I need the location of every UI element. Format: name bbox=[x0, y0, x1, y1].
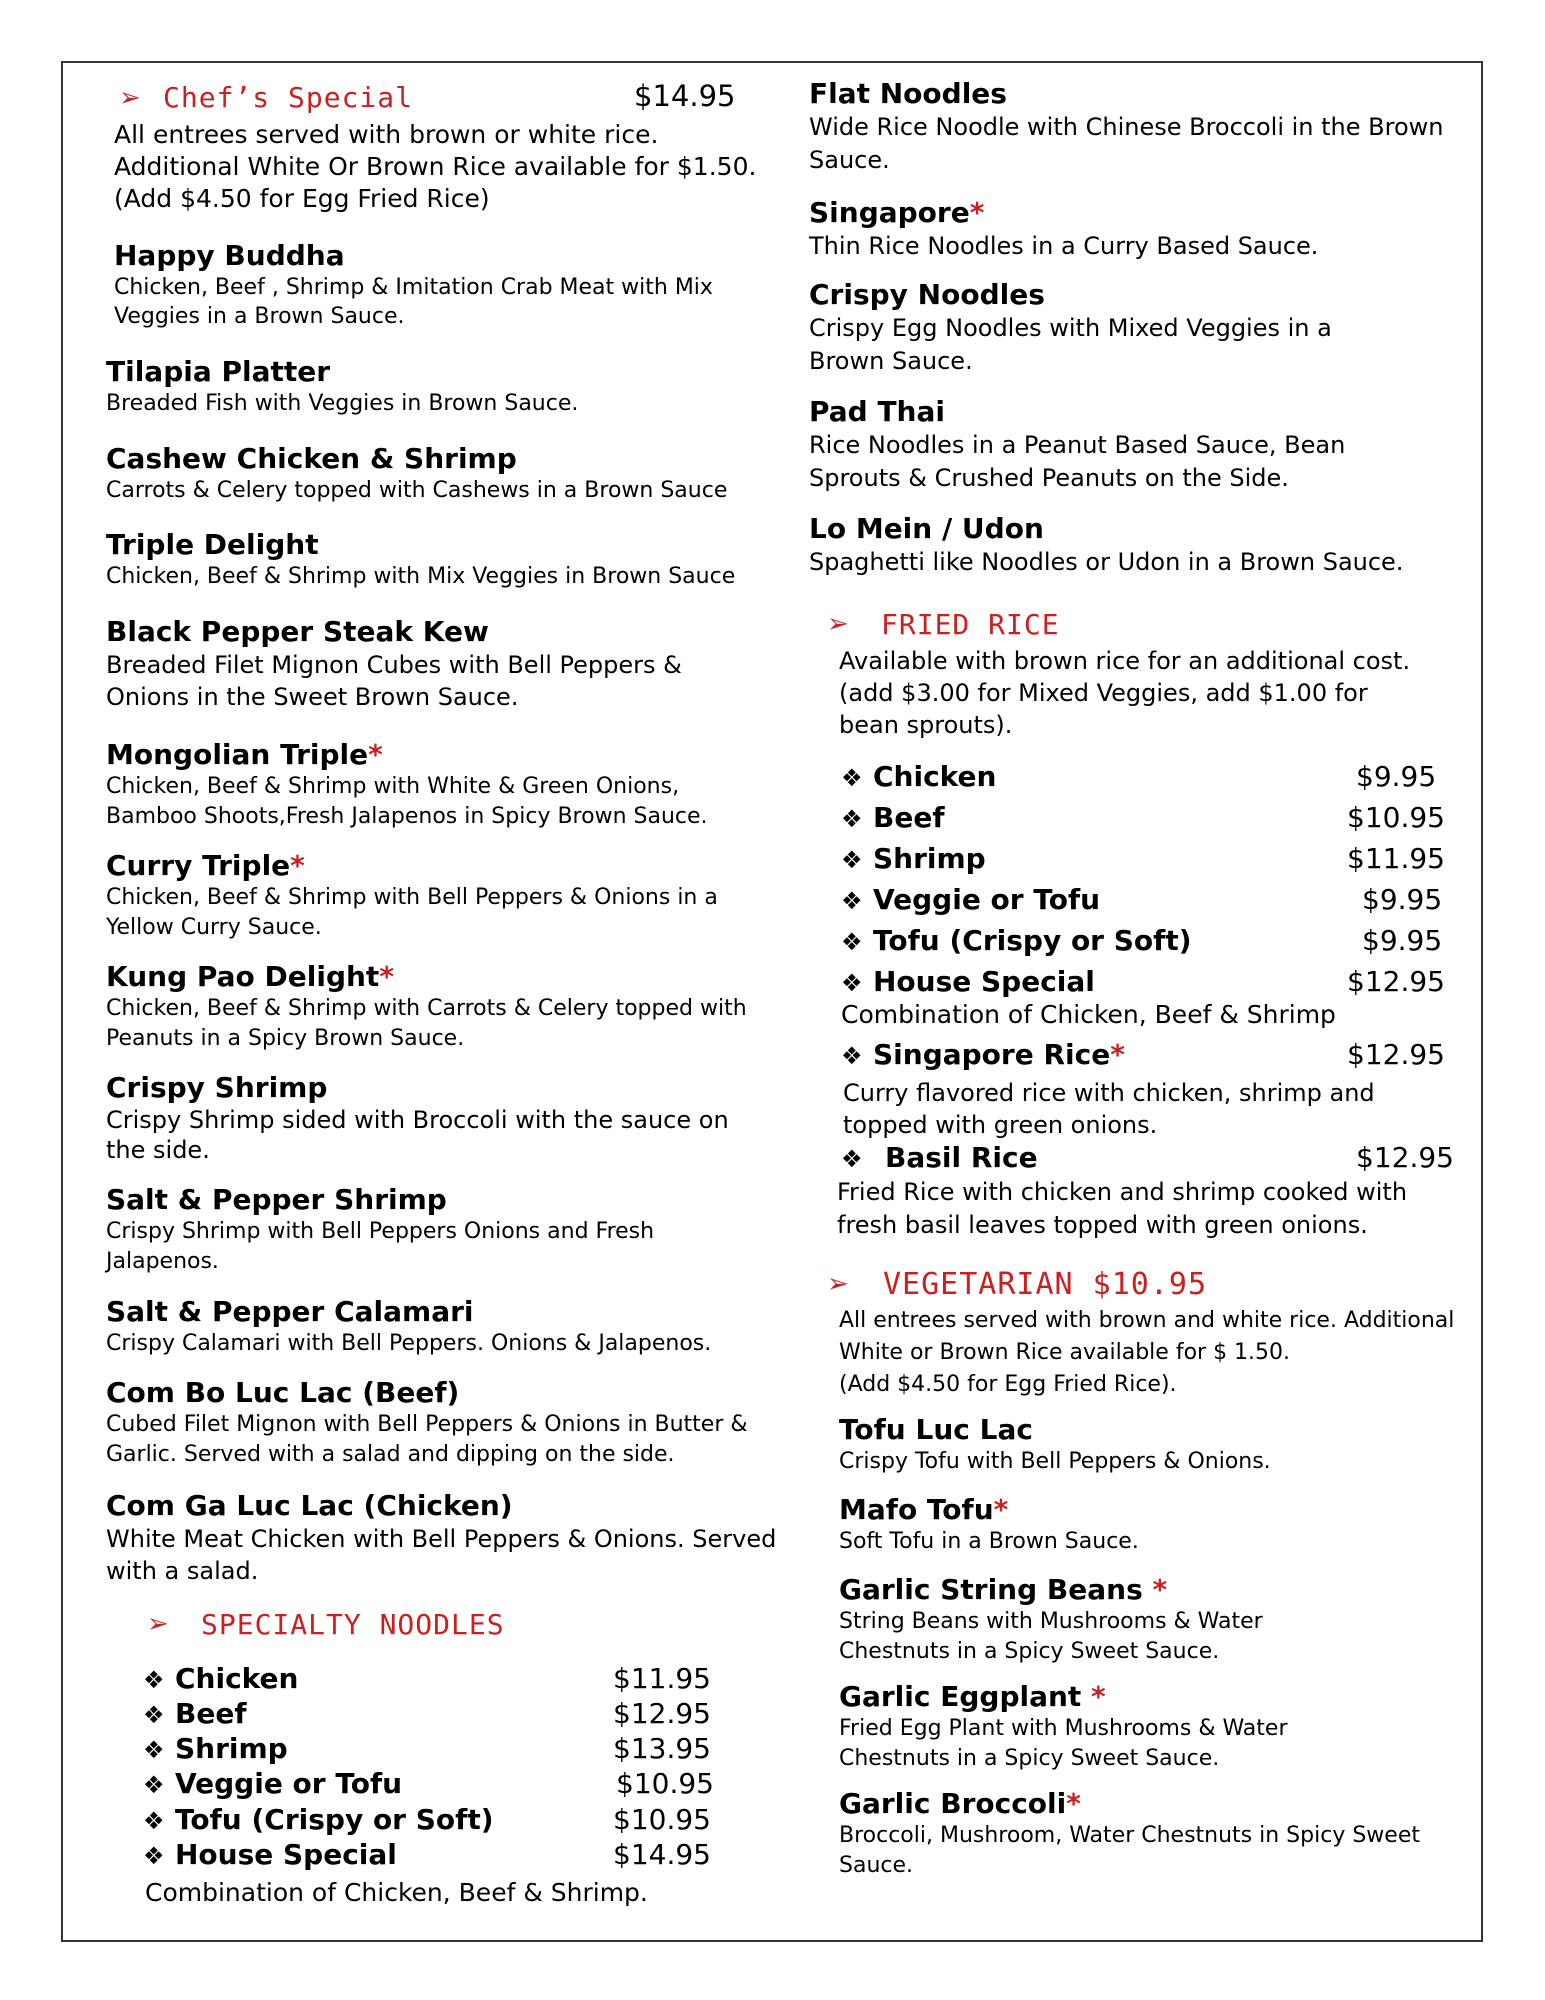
noodle-option bbox=[143, 1697, 247, 1730]
fried-rice-option bbox=[841, 1141, 1038, 1174]
noodle-option bbox=[143, 1803, 494, 1836]
dish-name: Garlic Broccoli bbox=[839, 1787, 1067, 1820]
note-line: Additional White Or Brown Rice available for $1.50. bbox=[114, 152, 757, 181]
option-price: $9.95 bbox=[1362, 883, 1443, 916]
arrow-bullet-icon: ➢ bbox=[119, 83, 141, 113]
option-name: Veggie or Tofu bbox=[175, 1767, 403, 1800]
note-line: (Add $4.50 for Egg Fried Rice) bbox=[114, 184, 490, 213]
vegetarian-title: VEGETARIAN $10.95 bbox=[883, 1267, 1208, 1302]
noodle-style bbox=[809, 196, 1449, 263]
option-price: $12.95 bbox=[1356, 1141, 1454, 1174]
dish-description: Crispy Tofu with Bell Peppers & Onions. bbox=[839, 1449, 1271, 1474]
chefs-special-title: Chef’s Special bbox=[163, 81, 414, 114]
arrow-bullet-icon: ➢ bbox=[827, 1269, 849, 1299]
menu-item bbox=[839, 1787, 1479, 1881]
fried-rice-option bbox=[841, 965, 1095, 998]
note-line: (add $3.00 for Mixed Veggies, add $1.00 for bbox=[839, 679, 1368, 707]
note-line: bean sprouts). bbox=[839, 711, 1013, 739]
noodle-style bbox=[809, 395, 1429, 495]
dish-description: Carrots & Celery topped with Cashews in a Brown Sauce bbox=[106, 478, 728, 503]
option-price: $10.95 bbox=[616, 1767, 714, 1800]
dish-description: Soft Tofu in a Brown Sauce. bbox=[839, 1529, 1139, 1554]
dish-description: String Beans with Mushrooms & Water Chestnuts in a Spicy Sweet Sauce. bbox=[839, 1609, 1263, 1664]
diamond-bullet-icon: ❖ bbox=[841, 928, 863, 956]
option-description: Curry flavored rice with chicken, shrimp and topped with green onions. bbox=[843, 1079, 1375, 1139]
note-line: All entrees served with brown or white rice. bbox=[114, 120, 659, 149]
dish-name: Singapore bbox=[809, 196, 970, 229]
dish-description: Crispy Shrimp sided with Broccoli with the sauce on the side. bbox=[106, 1106, 729, 1164]
noodle-style bbox=[809, 77, 1449, 177]
noodle-style bbox=[809, 512, 1469, 579]
menu-item bbox=[106, 615, 746, 713]
fried-rice-option bbox=[841, 842, 986, 875]
option-price: $9.95 bbox=[1356, 760, 1437, 793]
specialty-noodles-title: SPECIALTY NOODLES bbox=[201, 1608, 505, 1641]
dish-name: Garlic String Beans bbox=[839, 1573, 1143, 1606]
spicy-marker: * bbox=[1081, 1680, 1106, 1713]
dish-description: Fried Egg Plant with Mushrooms & Water Chestnuts in a Spicy Sweet Sauce. bbox=[839, 1716, 1288, 1771]
option-price: $10.95 bbox=[1347, 801, 1445, 834]
dish-description: Rice Noodles in a Peanut Based Sauce, Bean Sprouts & Crushed Peanuts on the Side. bbox=[809, 431, 1346, 492]
option-price: $11.95 bbox=[613, 1662, 711, 1695]
dish-name: Happy Buddha bbox=[114, 239, 345, 272]
diamond-bullet-icon: ❖ bbox=[841, 969, 863, 997]
option-name: Tofu (Crispy or Soft) bbox=[873, 924, 1192, 957]
diamond-bullet-icon: ❖ bbox=[841, 1042, 863, 1070]
dish-description: Chicken, Beef & Shrimp with White & Green Onions, Bamboo Shoots,Fresh Jalapenos in Spicy Brown Sauce. bbox=[106, 774, 708, 829]
dish-description: Crispy Calamari with Bell Peppers. Onions & Jalapenos. bbox=[106, 1331, 712, 1356]
chefs-special-price: $14.95 bbox=[634, 79, 736, 113]
dish-name: Mongolian Triple bbox=[106, 738, 369, 771]
menu-item bbox=[106, 1376, 786, 1470]
menu-item bbox=[106, 960, 786, 1054]
noodle-option bbox=[143, 1838, 397, 1871]
diamond-bullet-icon: ❖ bbox=[143, 1771, 165, 1799]
option-name: House Special bbox=[873, 965, 1095, 998]
option-price: $12.95 bbox=[1347, 1038, 1445, 1071]
diamond-bullet-icon: ❖ bbox=[143, 1842, 165, 1870]
menu-item bbox=[839, 1493, 1459, 1557]
option-description: Combination of Chicken, Beef & Shrimp bbox=[841, 1000, 1336, 1029]
dish-name: Kung Pao Delight bbox=[106, 960, 380, 993]
dish-description: Thin Rice Noodles in a Curry Based Sauce. bbox=[809, 232, 1319, 260]
noodle-option bbox=[143, 1732, 288, 1765]
note-line: Available with brown rice for an additional cost. bbox=[839, 647, 1411, 675]
dish-name: Black Pepper Steak Kew bbox=[106, 615, 489, 648]
dish-name: Triple Delight bbox=[106, 528, 319, 561]
dish-name: Lo Mein / Udon bbox=[809, 512, 1044, 545]
option-price: $13.95 bbox=[613, 1732, 711, 1765]
dish-description: Breaded Filet Mignon Cubes with Bell Peppers & Onions in the Sweet Brown Sauce. bbox=[106, 651, 682, 711]
menu-item bbox=[106, 442, 776, 506]
dish-name: Com Ga Luc Lac (Chicken) bbox=[106, 1489, 513, 1522]
spicy-marker: * bbox=[969, 196, 985, 229]
option-name: Tofu (Crispy or Soft) bbox=[175, 1803, 494, 1836]
menu-item bbox=[106, 355, 766, 419]
option-name: Basil Rice bbox=[885, 1141, 1038, 1174]
option-price: $9.95 bbox=[1362, 924, 1443, 957]
dish-description: Crispy Shrimp with Bell Peppers Onions and Fresh Jalapenos. bbox=[106, 1219, 655, 1274]
spicy-marker: * bbox=[290, 849, 305, 882]
menu-item bbox=[106, 738, 776, 832]
dish-name: Com Bo Luc Lac (Beef) bbox=[106, 1376, 460, 1409]
menu-item bbox=[839, 1680, 1299, 1774]
dish-name: Pad Thai bbox=[809, 395, 945, 428]
dish-description: Broccoli, Mushroom, Water Chestnuts in Spicy Sweet Sauce. bbox=[839, 1823, 1420, 1878]
note-line: All entrees served with brown and white rice. Additional bbox=[839, 1308, 1455, 1333]
dish-name: Tilapia Platter bbox=[106, 355, 331, 388]
dish-name: Tofu Luc Lac bbox=[839, 1413, 1033, 1446]
noodle-style bbox=[809, 278, 1409, 378]
menu-item bbox=[839, 1573, 1299, 1667]
diamond-bullet-icon: ❖ bbox=[143, 1736, 165, 1764]
menu-page-frame bbox=[61, 61, 1483, 1942]
fried-rice-option bbox=[841, 883, 1100, 916]
dish-name: Mafo Tofu bbox=[839, 1493, 994, 1526]
dish-description: Chicken, Beef & Shrimp with Carrots & Celery topped with Peanuts in a Spicy Brown Sauce. bbox=[106, 996, 747, 1051]
diamond-bullet-icon: ❖ bbox=[841, 764, 863, 792]
dish-description: Wide Rice Noodle with Chinese Broccoli in the Brown Sauce. bbox=[809, 113, 1444, 174]
spicy-marker: * bbox=[1110, 1038, 1125, 1071]
vegetarian-notes bbox=[839, 1305, 1454, 1401]
fried-rice-option bbox=[841, 801, 945, 834]
noodle-footnote: Combination of Chicken, Beef & Shrimp. bbox=[145, 1878, 648, 1907]
note-line: White or Brown Rice available for $ 1.50. bbox=[839, 1340, 1291, 1365]
dish-name: Cashew Chicken & Shrimp bbox=[106, 442, 517, 475]
option-name: Veggie or Tofu bbox=[873, 883, 1101, 916]
menu-item bbox=[106, 528, 776, 592]
dish-name: Salt & Pepper Calamari bbox=[106, 1295, 474, 1328]
diamond-bullet-icon: ❖ bbox=[841, 846, 863, 874]
fried-rice-option bbox=[841, 924, 1192, 957]
menu-item bbox=[106, 1489, 786, 1587]
dish-name: Garlic Eggplant bbox=[839, 1680, 1082, 1713]
option-name: House Special bbox=[175, 1838, 397, 1871]
fried-rice-title: FRIED RICE bbox=[881, 608, 1060, 641]
dish-description: Chicken, Beef , Shrimp & Imitation Crab Meat with Mix Veggies in a Brown Sauce. bbox=[114, 275, 713, 329]
menu-item bbox=[106, 849, 726, 943]
chefs-special-notes bbox=[114, 119, 756, 215]
dish-name: Salt & Pepper Shrimp bbox=[106, 1183, 447, 1216]
dish-description: Cubed Filet Mignon with Bell Peppers & Onions in Butter & Garlic. Served with a salad and dipping on the side. bbox=[106, 1412, 748, 1467]
diamond-bullet-icon: ❖ bbox=[143, 1701, 165, 1729]
option-price: $12.95 bbox=[1347, 965, 1445, 998]
option-name: Beef bbox=[873, 801, 945, 834]
option-name: Beef bbox=[175, 1697, 247, 1730]
dish-name: Flat Noodles bbox=[809, 77, 1007, 110]
option-name: Singapore Rice bbox=[873, 1038, 1111, 1071]
menu-item bbox=[839, 1413, 1459, 1477]
dish-description: Breaded Fish with Veggies in Brown Sauce. bbox=[106, 391, 579, 416]
option-price: $12.95 bbox=[613, 1697, 711, 1730]
dish-name: Crispy Noodles bbox=[809, 278, 1045, 311]
diamond-bullet-icon: ❖ bbox=[841, 805, 863, 833]
arrow-bullet-icon: ➢ bbox=[147, 1609, 169, 1639]
dish-description: Spaghetti like Noodles or Udon in a Brown Sauce. bbox=[809, 548, 1404, 576]
dish-name: Curry Triple bbox=[106, 849, 291, 882]
arrow-bullet-icon: ➢ bbox=[827, 609, 849, 639]
dish-description: Chicken, Beef & Shrimp with Bell Peppers & Onions in a Yellow Curry Sauce. bbox=[106, 885, 718, 940]
spicy-marker: * bbox=[368, 738, 383, 771]
option-price: $14.95 bbox=[613, 1838, 711, 1871]
menu-item bbox=[114, 239, 754, 331]
option-price: $10.95 bbox=[613, 1803, 711, 1836]
option-name: Chicken bbox=[873, 760, 997, 793]
diamond-bullet-icon: ❖ bbox=[143, 1666, 165, 1694]
dish-description: White Meat Chicken with Bell Peppers & Onions. Served with a salad. bbox=[106, 1525, 777, 1585]
spicy-marker: * bbox=[993, 1493, 1009, 1526]
option-name: Shrimp bbox=[175, 1732, 288, 1765]
noodle-option bbox=[143, 1767, 402, 1800]
note-line: (Add $4.50 for Egg Fried Rice). bbox=[839, 1372, 1177, 1397]
fried-rice-option bbox=[841, 760, 996, 793]
menu-item bbox=[106, 1071, 766, 1165]
option-name: Chicken bbox=[175, 1662, 299, 1695]
dish-name: Crispy Shrimp bbox=[106, 1071, 328, 1104]
option-description: Fried Rice with chicken and shrimp cooked with fresh basil leaves topped with green onions. bbox=[837, 1178, 1408, 1239]
spicy-marker: * bbox=[1066, 1787, 1081, 1820]
fried-rice-notes bbox=[839, 645, 1410, 741]
spicy-marker: * bbox=[1142, 1573, 1168, 1606]
option-price: $11.95 bbox=[1347, 842, 1445, 875]
noodle-option bbox=[143, 1662, 298, 1695]
spicy-marker: * bbox=[379, 960, 394, 993]
dish-description: Chicken, Beef & Shrimp with Mix Veggies in Brown Sauce bbox=[106, 564, 736, 589]
option-name: Shrimp bbox=[873, 842, 986, 875]
diamond-bullet-icon: ❖ bbox=[143, 1807, 165, 1835]
diamond-bullet-icon: ❖ bbox=[841, 1145, 863, 1173]
dish-description: Crispy Egg Noodles with Mixed Veggies in a Brown Sauce. bbox=[809, 314, 1332, 375]
fried-rice-option bbox=[841, 1038, 1125, 1071]
menu-item bbox=[106, 1295, 786, 1359]
diamond-bullet-icon: ❖ bbox=[841, 887, 863, 915]
menu-item bbox=[106, 1183, 706, 1277]
